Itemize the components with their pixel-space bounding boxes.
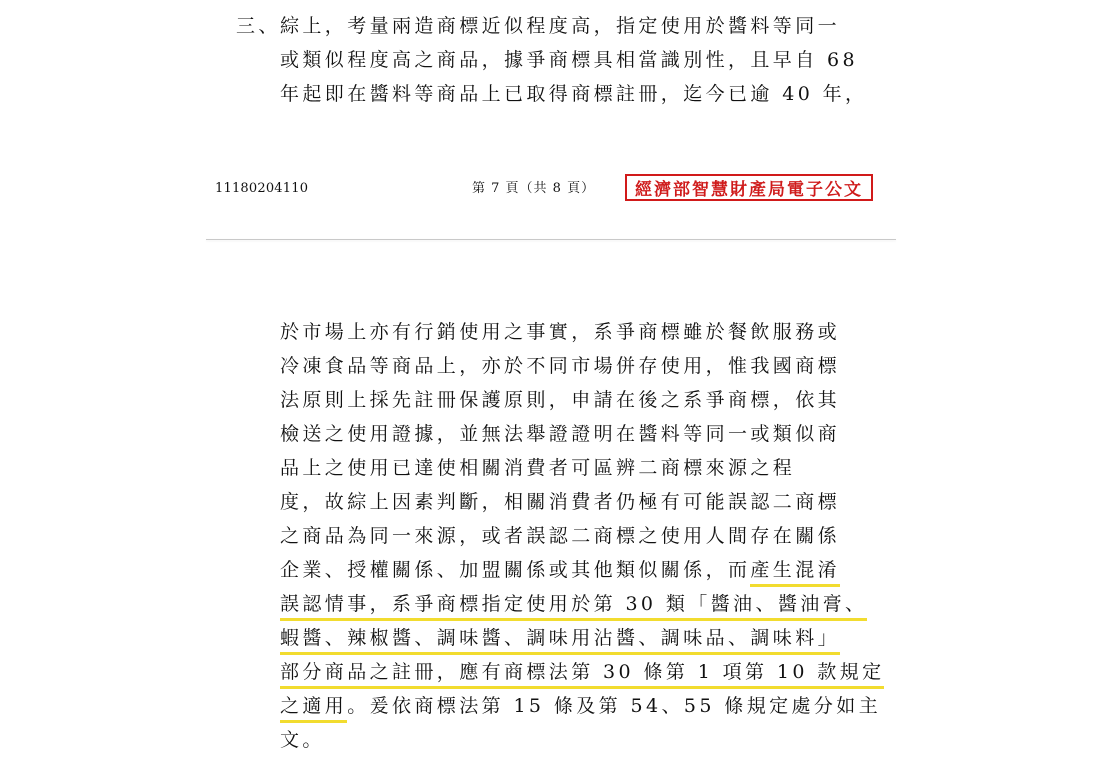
top-paragraph-line-3: 年起即在醬料等商品上已取得商標註冊，迄今已逾 40 年， bbox=[280, 83, 868, 105]
highlighted-line-4 bbox=[280, 694, 881, 718]
section-marker: 三、 bbox=[236, 15, 281, 37]
body-line-7: 之商品為同一來源，或者誤認二商標之使用人間存在關係 bbox=[280, 525, 841, 547]
highlighted-line-1 bbox=[280, 592, 867, 616]
document-number: 11180204110 bbox=[215, 181, 309, 196]
top-paragraph-line-1: 綜上，考量兩造商標近似程度高，指定使用於醬料等同一 bbox=[280, 15, 841, 37]
page-footer bbox=[0, 172, 1101, 206]
body-line-4: 檢送之使用證據，並無法舉證證明在醬料等同一或類似商 bbox=[280, 423, 841, 445]
body-line-6: 度，故綜上因素判斷，相關消費者仍極有可能誤認二商標 bbox=[280, 491, 841, 513]
highlighted-text-3: 部分商品之註冊，應有商標法第 30 條第 1 項第 10 款規定 bbox=[280, 661, 884, 689]
electronic-document-stamp: 經濟部智慧財產局電子公文 bbox=[625, 174, 873, 201]
body-line-8-text: 企業、授權關係、加盟關係或其他類似關係，而 bbox=[280, 559, 751, 581]
top-paragraph-line-2: 或類似程度高之商品，據爭商標具相當識別性，且早自 68 bbox=[280, 49, 859, 71]
closing-text: 。爰依商標法第 15 條及第 54、55 條規定處分如主 bbox=[347, 695, 882, 717]
highlighted-text-4: 之適用 bbox=[280, 695, 347, 723]
highlighted-line-2 bbox=[280, 626, 840, 650]
highlighted-line-3 bbox=[280, 660, 884, 684]
body-line-8 bbox=[280, 558, 840, 582]
highlighted-text-2: 蝦醬、辣椒醬、調味醬、調味用沾醬、調味品、調味料」 bbox=[280, 627, 840, 655]
body-line-5: 品上之使用已達使相關消費者可區辨二商標來源之程 bbox=[280, 457, 796, 479]
highlighted-text-lead: 產生混淆 bbox=[750, 559, 840, 587]
page-break-divider bbox=[206, 239, 896, 240]
page-number-label: 第 7 頁（共 8 頁） bbox=[472, 181, 596, 196]
body-line-3: 法原則上採先註冊保護原則，申請在後之系爭商標，依其 bbox=[280, 389, 841, 411]
highlighted-text-1: 誤認情事，系爭商標指定使用於第 30 類「醬油、醬油膏、 bbox=[280, 593, 867, 621]
body-line-1: 於市場上亦有行銷使用之事實，系爭商標雖於餐飲服務或 bbox=[280, 321, 841, 343]
body-line-2: 冷凍食品等商品上，亦於不同市場併存使用，惟我國商標 bbox=[280, 355, 841, 377]
body-last-line: 文。 bbox=[280, 729, 325, 751]
